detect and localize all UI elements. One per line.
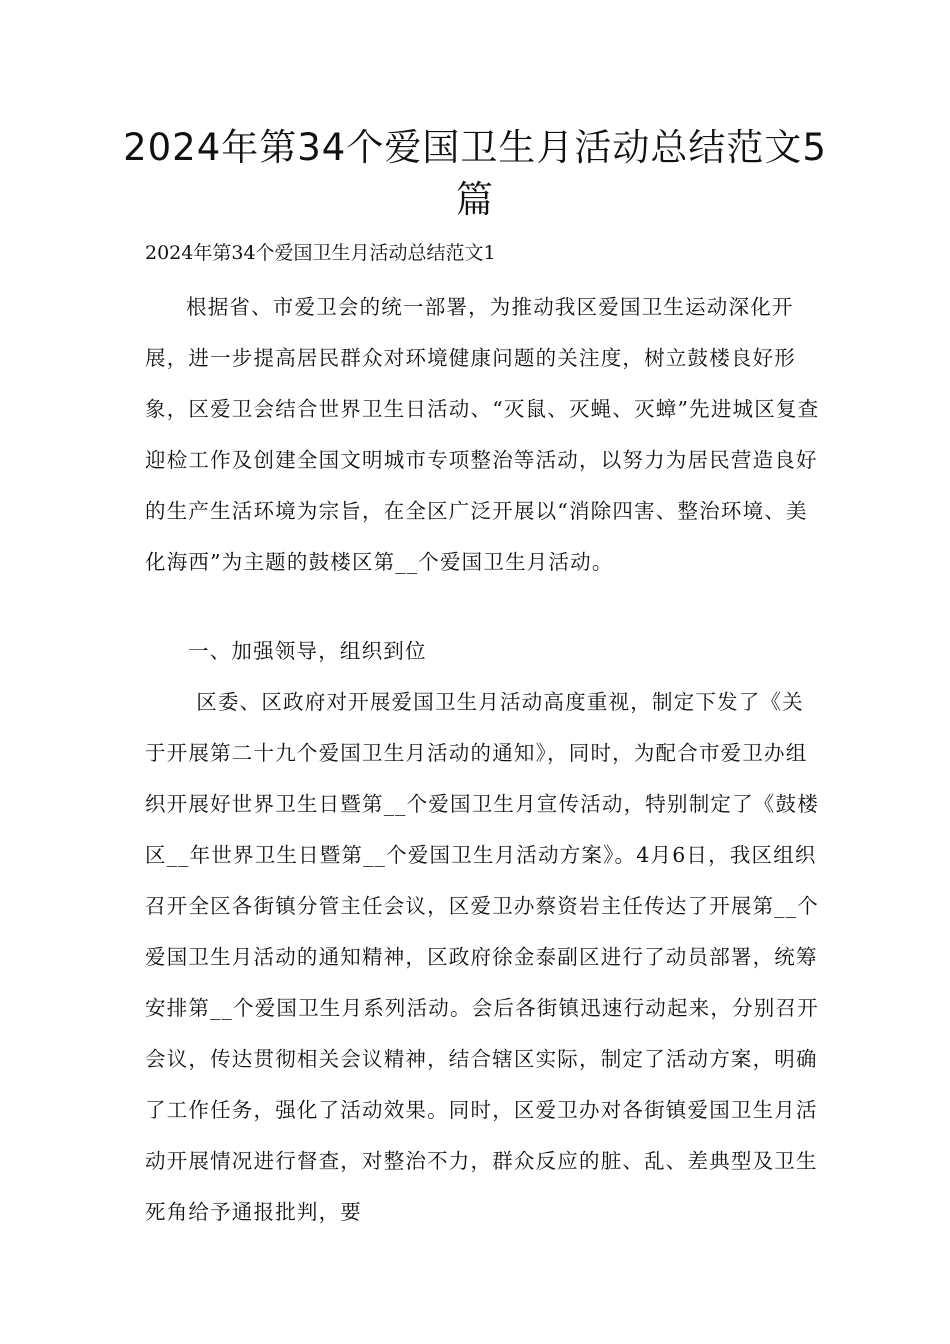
paragraph-leadership: 区委、区政府对开展爱国卫生月活动高度重视，制定下发了《关于开展第二十九个爱国卫生月活动的通知》，同时，为配合市爱卫办组织开展好世界卫生日暨第__个爱国卫生月宣传活动，特别制定了《鼓楼区__年世界卫生日暨第__个爱国卫生月活动方案》。4月6日，我区组织召开全区各街镇分管主任会议，区爱卫办蔡资岩主任传达了开展第__个爱国卫生月活动的通知精神，区政府徐金泰副区进行了动员部署，统筹安排第__个爱国卫生月系列活动。会后各街镇迅速行动起来，分别召开会议，传达贯彻相关会议精神，结合辖区实际，制定了活动方案，明确了工作任务，强化了活动效果。同时，区爱卫办对各街镇爱国卫生月活动开展情况进行督查，对整治不力，群众反应的脏、乱、差典型及卫生死角给予通报批判，要 [145, 690, 819, 1224]
document-subtitle: 2024年第34个爱国卫生月活动总结范文1 [145, 242, 496, 264]
paragraph-intro: 根据省、市爱卫会的统一部署，为推动我区爱国卫生运动深化开展，进一步提高居民群众对环境健康问题的关注度，树立鼓楼良好形象，区爱卫会结合世界卫生日活动、“灭鼠、灭蝇、灭蟑”先进城区复查迎检工作及创建全国文明城市专项整治等活动，以努力为居民营造良好的生产生活环境为宗旨，在全区广泛开展以“消除四害、整治环境、美化海西”为主题的鼓楼区第__个爱国卫生月活动。 [145, 295, 820, 574]
document-title: 2024年第34个爱国卫生月活动总结范文5篇 [123, 126, 827, 221]
section-heading: 一、加强领导，组织到位 [188, 639, 427, 663]
